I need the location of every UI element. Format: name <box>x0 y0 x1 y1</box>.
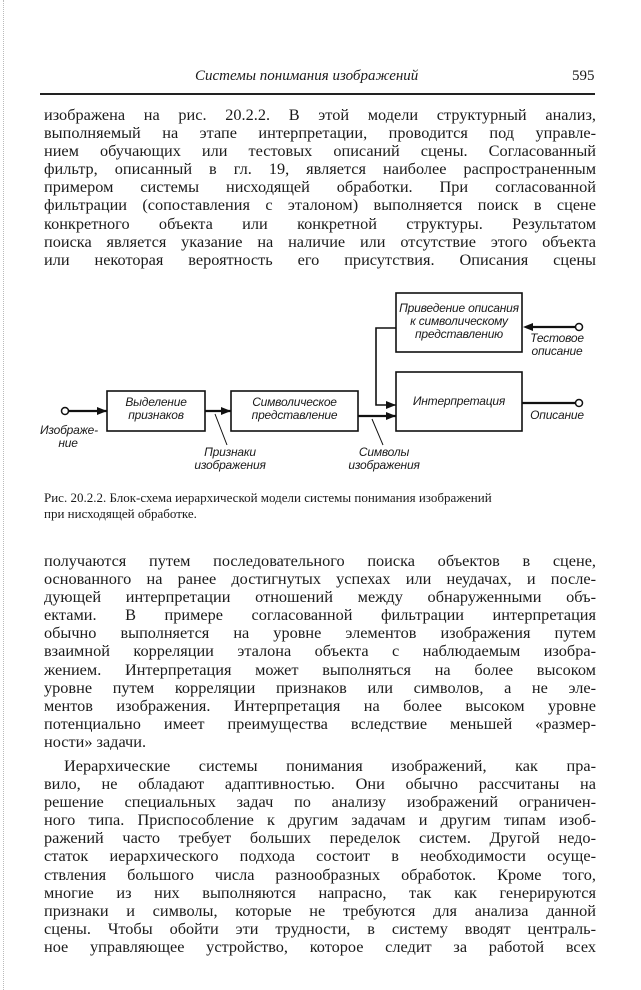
arrow-head <box>386 401 396 409</box>
text-line: ного типа. Приспособление к другим задачам и другим типам изоб- <box>44 810 596 830</box>
test-description-label: Тестовое описание <box>530 331 584 358</box>
text-line: примером системы нисходящей обработки. При согласованной <box>44 177 596 197</box>
text-line: ментов изображения. Интерпретация на более высоком уровне <box>44 695 596 715</box>
text-line: вило, не обладают адаптивностью. Они обычно рассчитаны на <box>44 774 596 794</box>
text-line: изображена на рис. 20.2.2. В этой модели структурный анализ, <box>44 105 596 124</box>
text-line: многие из них выполняются напрасно, так как генерируются <box>44 882 596 902</box>
text-line: основанного на ранее достигнутых успехах или неудачах, и после- <box>44 569 596 589</box>
box-feature-extraction-label: Выделение признаков <box>125 395 187 422</box>
image-input-label: Изображе- ние <box>40 423 98 450</box>
paragraph-2 <box>44 552 596 751</box>
text-line: жением. Интерпретация может выполняться на более высоком <box>44 659 596 679</box>
text-line: признаки и символы, которые не требуются для анализа данной <box>44 900 596 920</box>
text-line: фильтр, описанный в гл. 19, является наиболее распространенным <box>44 159 596 179</box>
text-line: ектами. В примере согласованной фильтрации интерпретация <box>44 605 596 625</box>
image-features-label: Признаки изображения <box>194 445 266 472</box>
image-symbols-label: Символы изображения <box>348 445 420 472</box>
page-number: 595 <box>572 68 595 84</box>
arrow-head <box>97 407 107 415</box>
text-line: потенциально имеет преимущества вследствие меньшей «размер- <box>44 713 596 733</box>
text-line: нием обучающих или тестовых описаний сцены. Согласованный <box>44 141 596 161</box>
text-line: взаимной корреляции эталона объекта с наблюдаемым изобра- <box>44 641 596 661</box>
text-line: сцены. Чтобы обойти эти трудности, в систему вводят централь- <box>44 918 596 938</box>
text-line: ное управляющее устройство, которое следит за работой всех <box>44 936 596 956</box>
box-symbolic-representation-label: Символическое представление <box>251 395 338 422</box>
text-line: Иерархические системы понимания изображений, как пра- <box>64 756 596 775</box>
input-terminal <box>62 408 69 415</box>
output-description-label: Описание <box>530 408 584 422</box>
test-terminal <box>576 324 583 331</box>
paragraph-3 <box>44 757 596 956</box>
box-description-conversion-label: Приведение описания к символическому представлению <box>399 301 519 341</box>
text-line: ражений часто требует больших переделок систем. Другой недо- <box>44 828 596 848</box>
text-line: или некоторая вероятность его присутствия. Описания сцены <box>44 249 596 269</box>
text-line: обычно выполняется на уровне элементов изображения путем <box>44 623 596 643</box>
box-interpretation-label: Интерпретация <box>412 394 506 408</box>
text-line: выполняемый на этапе интерпретации, проводится под управле- <box>44 123 596 143</box>
running-header-title: Системы понимания изображений <box>195 68 419 84</box>
text-line: решение специальных задач по анализу изображений ограничен- <box>44 792 596 812</box>
text-line: статок иерархического подхода состоит в необходимости осуще- <box>44 846 596 866</box>
arrow-head <box>386 412 396 420</box>
text-line: конкретного объекта или конкретной структуры. Результатом <box>44 213 596 233</box>
output-terminal <box>576 400 583 407</box>
text-line: ности» задачи. <box>44 731 147 751</box>
text-line: получаются путем последовательного поиска объектов в сцене, <box>44 551 596 570</box>
text-line: дующей интерпретации отношений между обнаруженными объ- <box>44 587 596 607</box>
arrow-head <box>523 323 533 331</box>
text-line: уровне путем корреляции признаков или символов, а не эле- <box>44 677 596 697</box>
text-line: ствления большого числа разнообразных обработок. Кроме того, <box>44 864 596 884</box>
text-line: фильтрации (сопоставления с эталоном) выполняется поиск в сцене <box>44 195 596 215</box>
arrow-head <box>221 407 231 415</box>
figure-caption: Рис. 20.2.2. Блок-схема иерархической модели системы понимания изображений при нисходящей обработке. <box>44 490 492 521</box>
text-line: поиска является указание на наличие или отсутствие этого объекта <box>44 231 596 251</box>
